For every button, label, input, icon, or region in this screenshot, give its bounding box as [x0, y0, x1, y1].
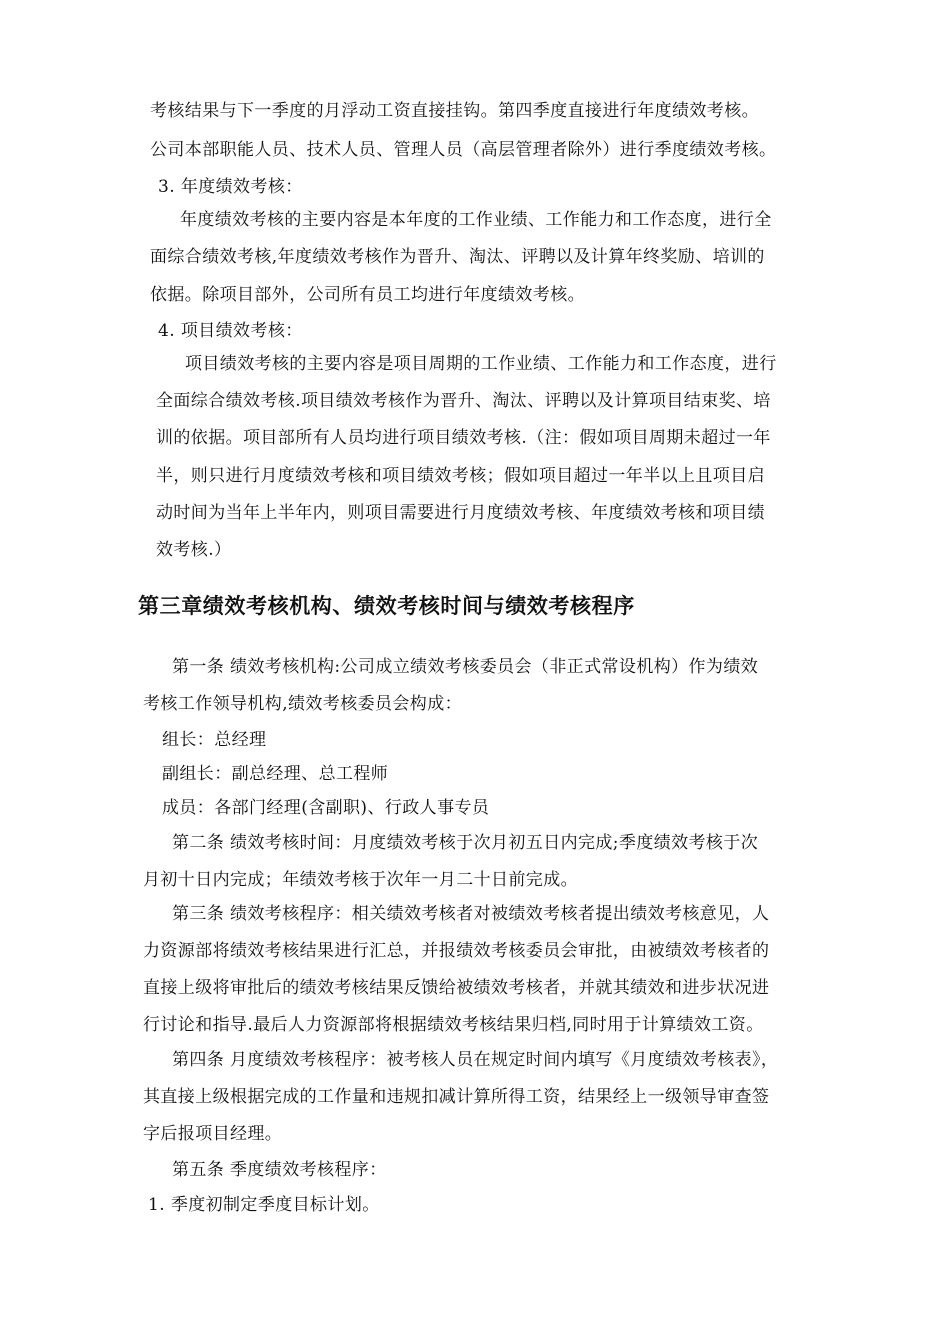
paragraph-line: 力资源部将绩效考核结果进行汇总，并报绩效考核委员会审批，由被绩效考核者的 — [143, 941, 770, 961]
paragraph-line: 半，则只进行月度绩效考核和项目绩效考核；假如项目超过一年半以上且项目启 — [156, 466, 765, 486]
paragraph-line: 效考核.） — [156, 540, 232, 560]
paragraph-line: 全面综合绩效考核.项目绩效考核作为晋升、淘汰、评聘以及计算项目结束奖、培 — [156, 391, 771, 411]
paragraph-line: 依据。除项目部外，公司所有员工均进行年度绩效考核。 — [150, 285, 585, 305]
paragraph-line: 其直接上级根据完成的工作量和违规扣减计算所得工资，结果经上一级领导审查签 — [143, 1087, 770, 1107]
paragraph-line: 考核结果与下一季度的月浮动工资直接挂钩。第四季度直接进行年度绩效考核。 — [150, 101, 759, 121]
paragraph-line: 第四条 月度绩效考核程序：被考核人员在规定时间内填写《月度绩效考核表》， — [172, 1050, 779, 1070]
paragraph-line: 直接上级将审批后的绩效考核结果反馈给被绩效考核者，并就其绩效和进步状况进 — [143, 978, 770, 998]
item-3-title: 3. 年度绩效考核： — [158, 177, 303, 197]
list-item: 1. 季度初制定季度目标计划。 — [148, 1195, 380, 1215]
paragraph-line: 行讨论和指导.最后人力资源部将根据绩效考核结果归档,同时用于计算绩效工资。 — [143, 1015, 764, 1035]
item-4-title: 4. 项目绩效考核： — [158, 321, 303, 341]
paragraph-line: 第一条 绩效考核机构:公司成立绩效考核委员会（非正式常设机构）作为绩效 — [172, 657, 759, 677]
paragraph-line: 项目绩效考核的主要内容是项目周期的工作业绩、工作能力和工作态度，进行 — [185, 354, 777, 374]
paragraph-line: 年度绩效考核的主要内容是本年度的工作业绩、工作能力和工作态度，进行全 — [180, 210, 772, 230]
paragraph-line: 面综合绩效考核,年度绩效考核作为晋升、淘汰、评聘以及计算年终奖励、培训的 — [150, 247, 765, 267]
paragraph-line: 公司本部职能人员、技术人员、管理人员（高层管理者除外）进行季度绩效考核。 — [150, 140, 777, 160]
committee-member: 成员：各部门经理(含副职)、行政人事专员 — [162, 798, 490, 818]
chapter-title: 第三章绩效考核机构、绩效考核时间与绩效考核程序 — [138, 594, 635, 618]
paragraph-line: 动时间为当年上半年内，则项目需要进行月度绩效考核、年度绩效考核和项目绩 — [156, 503, 765, 523]
paragraph-line: 月初十日内完成；年绩效考核于次年一月二十日前完成。 — [143, 870, 578, 890]
paragraph-line: 第二条 绩效考核时间：月度绩效考核于次月初五日内完成;季度绩效考核于次 — [172, 833, 759, 853]
paragraph-line: 训的依据。项目部所有人员均进行项目绩效考核.（注：假如项目周期未超过一年 — [156, 428, 771, 448]
paragraph-line: 第三条 绩效考核程序：相关绩效考核者对被绩效考核者提出绩效考核意见，人 — [172, 904, 770, 924]
paragraph-line: 字后报项目经理。 — [143, 1124, 283, 1144]
committee-member: 组长：总经理 — [162, 730, 267, 750]
committee-member: 副组长：副总经理、总工程师 — [162, 764, 389, 784]
paragraph-line: 考核工作领导机构,绩效考核委员会构成： — [143, 694, 463, 714]
paragraph-line: 第五条 季度绩效考核程序： — [172, 1160, 387, 1180]
